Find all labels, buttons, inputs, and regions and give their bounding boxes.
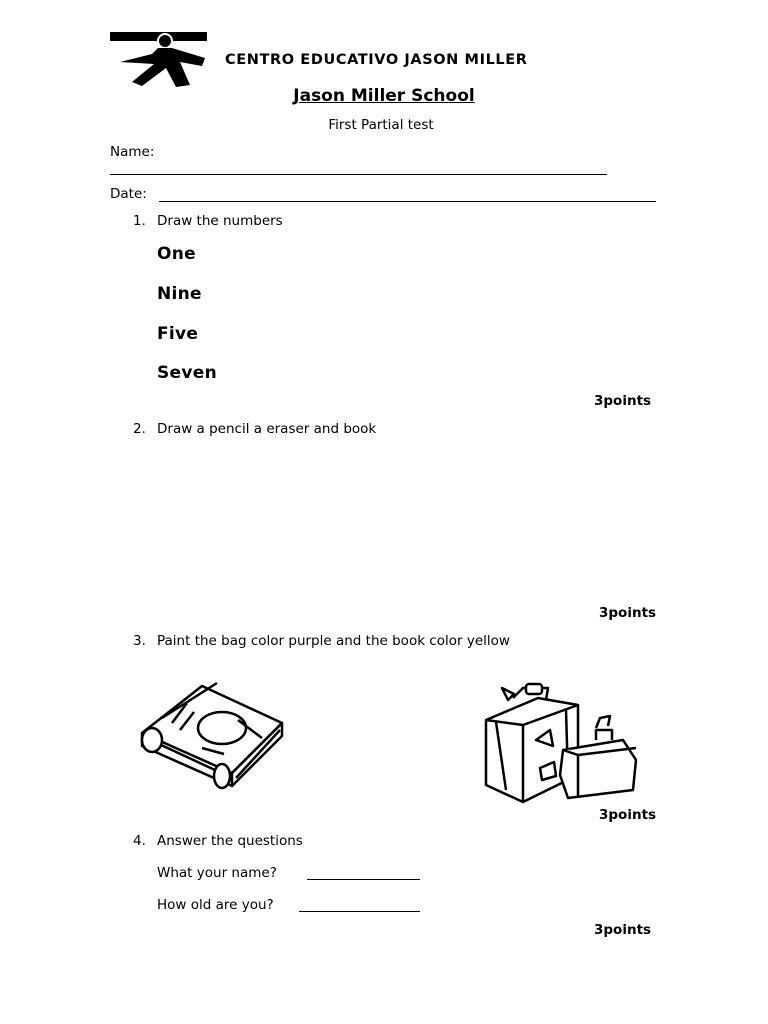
q1-word-five: Five	[157, 324, 199, 344]
name-label: Name:	[110, 144, 155, 160]
date-label: Date:	[110, 186, 147, 202]
logo-figure-icon	[110, 30, 210, 88]
q4-question-age: How old are you?	[157, 897, 274, 913]
q2-points: 3points	[599, 605, 657, 621]
book-icon	[132, 678, 292, 793]
test-subtitle: First Partial test	[328, 117, 434, 133]
q3-points: 3points	[599, 807, 657, 823]
q1-word-one: One	[157, 244, 196, 264]
logo-text: CENTRO EDUCATIVO JASON MILLER	[225, 52, 528, 68]
date-field-line[interactable]	[159, 201, 656, 202]
q2-number: 2.	[133, 421, 146, 437]
q1-prompt: Draw the numbers	[157, 213, 283, 229]
logo	[110, 30, 650, 88]
q4-prompt: Answer the questions	[157, 833, 303, 849]
q4-question-name: What your name?	[157, 865, 277, 881]
school-title: Jason Miller School	[293, 86, 475, 106]
q4-number: 4.	[133, 833, 146, 849]
q4-answer-name-line[interactable]	[307, 879, 420, 880]
q1-word-nine: Nine	[157, 284, 202, 304]
q1-number: 1.	[133, 213, 146, 229]
q3-prompt: Paint the bag color purple and the book color yellow	[157, 633, 510, 649]
q1-points: 3points	[594, 393, 652, 409]
q1-word-seven: Seven	[157, 363, 217, 383]
q4-answer-age-line[interactable]	[299, 911, 420, 912]
q4-points: 3points	[594, 922, 652, 938]
name-field-line[interactable]	[110, 174, 607, 175]
luggage-icon	[478, 680, 638, 805]
q2-prompt: Draw a pencil a eraser and book	[157, 421, 377, 437]
q3-number: 3.	[133, 633, 146, 649]
